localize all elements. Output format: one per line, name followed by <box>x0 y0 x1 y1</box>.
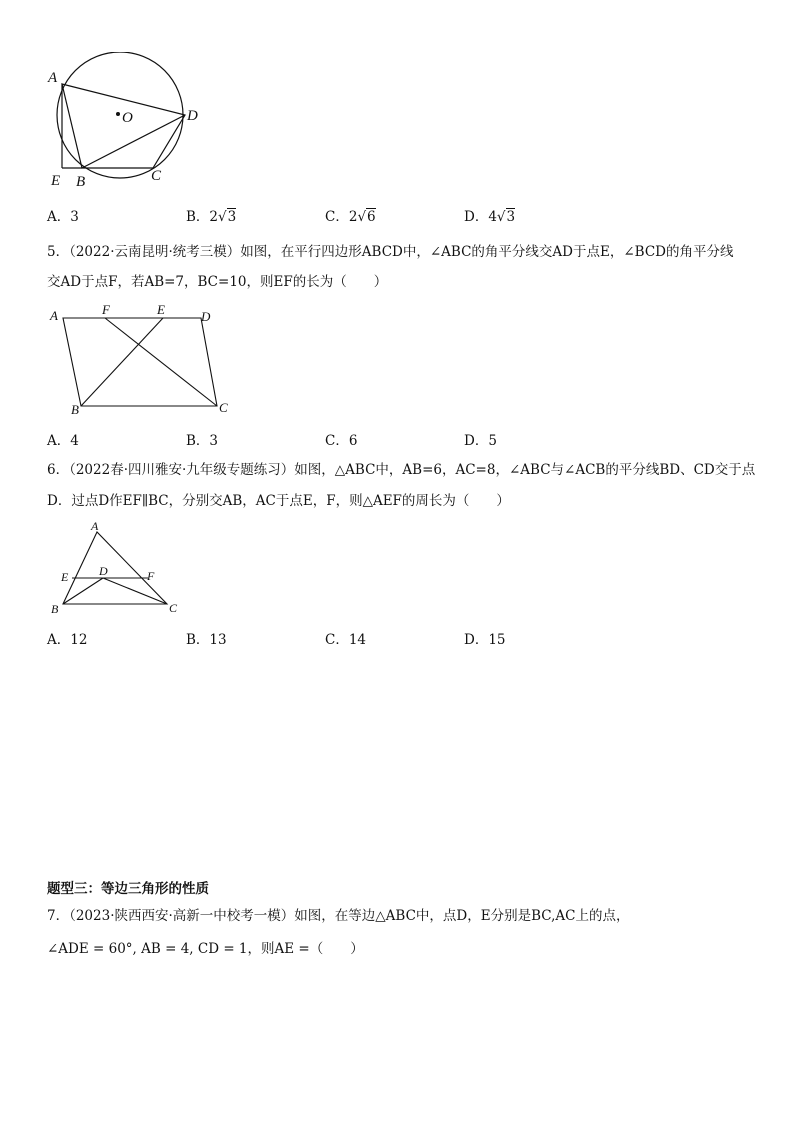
q5-figure <box>45 302 245 420</box>
q5-option-c[interactable]: C．6 <box>325 433 358 449</box>
q6-option-b[interactable]: B．13 <box>186 632 227 648</box>
q7-text-line2: ∠ADE = 60°, AB = 4, CD = 1，则AE =（ ） <box>47 941 364 957</box>
q6-option-a[interactable]: A．12 <box>47 632 88 648</box>
label-f: F <box>147 569 155 583</box>
label-e: E <box>157 302 165 317</box>
label-b: B <box>76 174 86 190</box>
segment-cd <box>103 578 167 604</box>
q4-option-c[interactable]: C．2√6 <box>325 209 376 225</box>
q6-text-line1: 6．（2022春·四川雅安·九年级专题练习）如图，△ABC中，AB=6，AC=8，∠ABC与∠ACB的平分线BD、CD交于点 <box>47 462 756 478</box>
parallelogram-abcd <box>63 318 217 406</box>
label-b: B <box>71 402 79 417</box>
label-d: D <box>187 108 198 124</box>
label-o: O <box>122 110 133 126</box>
q5-option-d[interactable]: D．5 <box>464 433 497 449</box>
label-d: D <box>99 564 108 578</box>
label-b: B <box>51 602 59 616</box>
q6-figure <box>45 520 195 618</box>
q6-option-c[interactable]: C．14 <box>325 632 367 648</box>
q5-option-b[interactable]: B．3 <box>186 433 219 449</box>
label-a: A <box>50 308 58 323</box>
label-c: C <box>169 601 178 615</box>
label-a: A <box>48 70 58 86</box>
q6-text-line2: D．过点D作EF∥BC，分别交AB，AC于点E，F，则△AEF的周长为（ ） <box>47 493 510 509</box>
q5-text-line2: 交AD于点F，若AB=7，BC=10，则EF的长为（ ） <box>47 274 388 290</box>
q5-text-line1: 5．（2022·云南昆明·统考三模）如图，在平行四边形ABCD中，∠ABC的角平分线交AD于点E，∠BCD的角平分线 <box>47 244 734 260</box>
label-e: E <box>51 173 61 189</box>
q4-option-d[interactable]: D．4√3 <box>464 209 516 225</box>
label-c: C <box>219 400 228 415</box>
label-a: A <box>91 520 99 533</box>
section-heading: 题型三：等边三角形的性质 <box>47 881 209 897</box>
q7-text-line1: 7．（2023·陕西西安·高新一中校考一模）如图，在等边△ABC中，点D，E分别是BC,AC上的点， <box>47 908 630 924</box>
label-d: D <box>201 309 211 324</box>
sqrt-symbol: √6 <box>357 209 376 225</box>
sqrt-symbol: √3 <box>496 209 516 225</box>
label-f: F <box>102 302 110 317</box>
label-e: E <box>61 570 69 584</box>
q4-figure <box>40 52 210 197</box>
q4-option-b[interactable]: B．2√3 <box>186 209 237 225</box>
label-c: C <box>151 168 162 184</box>
sqrt-symbol: √3 <box>218 209 237 225</box>
q5-option-a[interactable]: A．4 <box>47 433 79 449</box>
q4-option-a[interactable]: A．3 <box>47 209 79 225</box>
center-point <box>116 112 120 116</box>
triangle-abc <box>63 532 167 604</box>
circle-o <box>57 52 183 178</box>
q6-option-d[interactable]: D．15 <box>464 632 506 648</box>
quad-abcd <box>62 84 185 168</box>
